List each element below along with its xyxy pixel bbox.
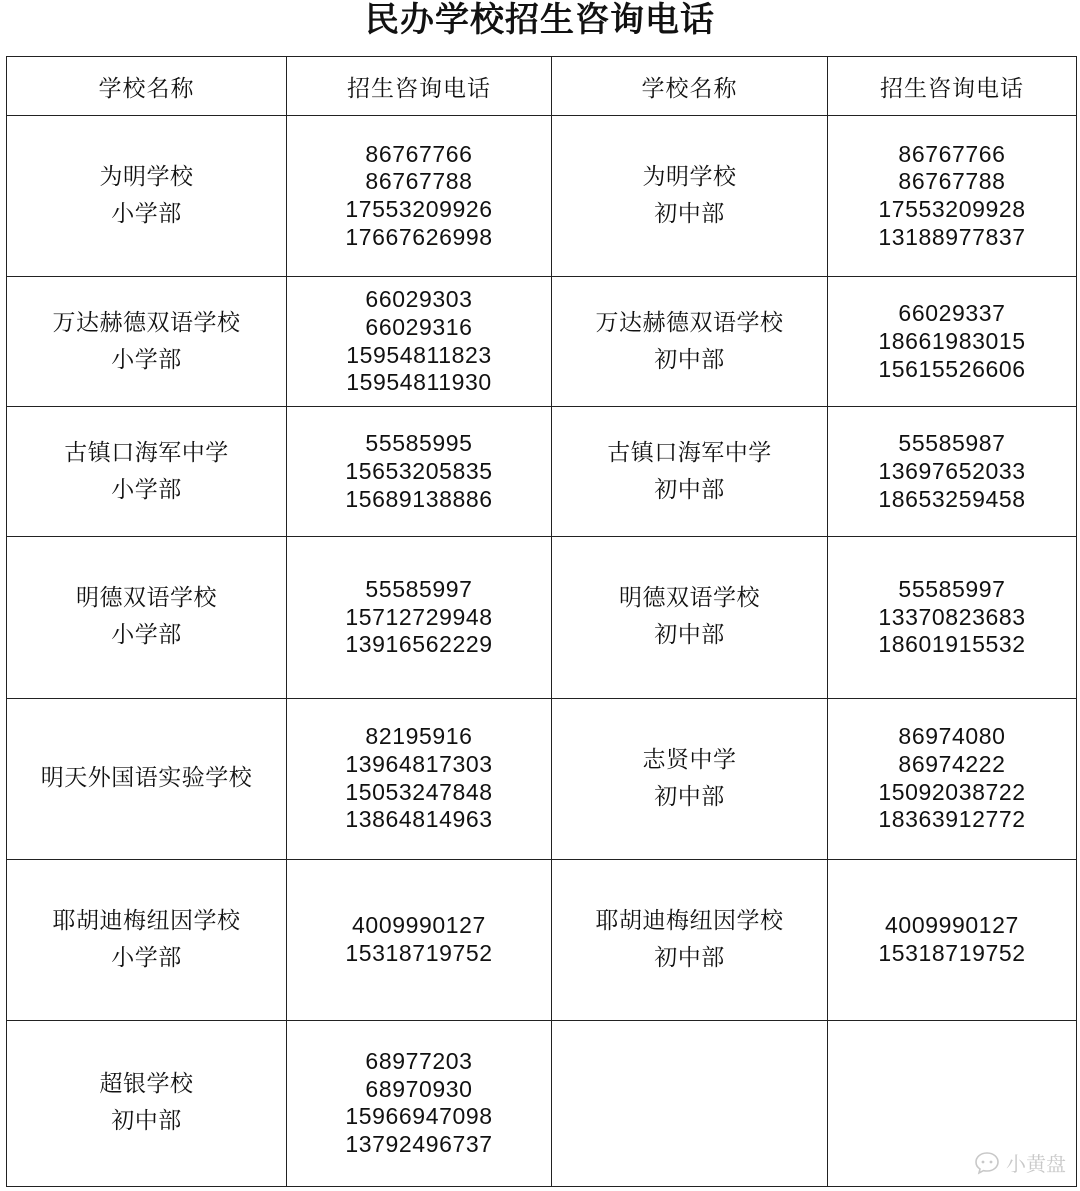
- school-name-cell: [7, 698, 287, 859]
- chat-bubble-icon: [974, 1151, 1000, 1175]
- school-division: 初中部: [654, 201, 725, 228]
- phone-numbers-cell: [287, 859, 552, 1020]
- school-name: 万达赫德双语学校: [595, 309, 784, 336]
- school-name-cell: [7, 537, 287, 698]
- phone-numbers-cell: [828, 277, 1077, 407]
- school-name: 为明学校: [99, 164, 194, 191]
- phone-number: 68977203: [365, 1047, 473, 1074]
- school-name: 明德双语学校: [619, 585, 760, 612]
- school-name: 志贤中学: [642, 746, 737, 773]
- phone-number: 15092038722: [878, 778, 1026, 805]
- watermark-text: 小黄盘: [1006, 1152, 1066, 1176]
- phone-number: 13792496737: [345, 1131, 493, 1158]
- school-name-cell: [7, 859, 287, 1020]
- phone-number: 66029316: [365, 313, 473, 340]
- phone-number: 55585995: [365, 430, 473, 457]
- phone-number: 17553209926: [345, 196, 493, 223]
- phone-number: 86767766: [898, 140, 1006, 167]
- header-school-name-left: 学校名称: [7, 57, 287, 116]
- school-name-cell: [552, 116, 828, 277]
- phone-number: 15653205835: [345, 457, 493, 484]
- phone-number: 13864814963: [345, 806, 493, 833]
- phone-number: 15318719752: [345, 939, 493, 966]
- watermark: [974, 1148, 1066, 1177]
- phone-number: 82195916: [365, 723, 473, 750]
- school-name: 耶胡迪梅纽因学校: [595, 907, 784, 934]
- phone-number: 86767788: [898, 168, 1006, 195]
- phone-numbers-cell: [828, 698, 1077, 859]
- phone-number: 15954811823: [346, 341, 492, 368]
- phone-number: 66029337: [898, 300, 1006, 327]
- school-name-cell: [552, 1020, 828, 1186]
- phone-number: 13697652033: [878, 457, 1026, 484]
- phone-number: 13916562229: [345, 631, 493, 658]
- school-division: 初中部: [654, 944, 725, 971]
- phone-numbers-cell: [287, 698, 552, 859]
- phone-number: 13370823683: [878, 603, 1026, 630]
- phone-number: 15053247848: [345, 778, 493, 805]
- school-name: 超银学校: [99, 1071, 194, 1098]
- phone-numbers-cell: [828, 116, 1077, 277]
- phone-numbers-cell: [828, 537, 1077, 698]
- phone-number: 13964817303: [345, 750, 493, 777]
- header-phone-left: 招生咨询电话: [287, 57, 552, 116]
- phone-number: 68970930: [365, 1075, 473, 1102]
- phone-number: 15318719752: [878, 939, 1026, 966]
- school-name: 古镇口海军中学: [64, 439, 229, 466]
- school-division: 小学部: [111, 346, 182, 373]
- header-phone-right: 招生咨询电话: [828, 57, 1077, 116]
- school-name-cell: [7, 407, 287, 537]
- phone-number: 15712729948: [345, 603, 493, 630]
- table-header-row: [7, 57, 1077, 116]
- school-name-cell: [552, 537, 828, 698]
- phone-number: 66029303: [365, 286, 473, 313]
- school-name-cell: [552, 859, 828, 1020]
- phone-number: 15954811930: [346, 369, 492, 396]
- phone-number: 86767788: [365, 168, 473, 195]
- phone-number: 17667626998: [345, 223, 493, 250]
- school-division: 初中部: [654, 346, 725, 373]
- school-division: 初中部: [654, 476, 725, 503]
- phone-number: 18601915532: [878, 631, 1026, 658]
- school-name-cell: [7, 277, 287, 407]
- school-name: 古镇口海军中学: [607, 439, 772, 466]
- phone-numbers-cell: [287, 407, 552, 537]
- phone-number: 55585987: [898, 430, 1006, 457]
- school-name: 明天外国语实验学校: [40, 765, 253, 792]
- phone-number: 15615526606: [878, 355, 1026, 382]
- table-row: [7, 859, 1077, 1020]
- school-name-cell: [7, 1020, 287, 1186]
- table-row: [7, 277, 1077, 407]
- phone-number: 13188977837: [878, 223, 1026, 250]
- phone-numbers-cell: [287, 1020, 552, 1186]
- school-division: 初中部: [654, 622, 725, 649]
- school-division: 小学部: [111, 622, 182, 649]
- school-name-cell: [7, 116, 287, 277]
- school-division: 初中部: [111, 1108, 182, 1135]
- phone-table: [6, 56, 1077, 1187]
- phone-number: 4009990127: [352, 912, 486, 938]
- school-division: 初中部: [654, 783, 725, 810]
- school-name-cell: [552, 698, 828, 859]
- school-division: 小学部: [111, 476, 182, 503]
- school-name-cell: [552, 407, 828, 537]
- phone-numbers-cell: [287, 116, 552, 277]
- phone-number: 15689138886: [345, 485, 493, 512]
- table-row: [7, 407, 1077, 537]
- school-division: 小学部: [111, 201, 182, 228]
- phone-numbers-cell: [828, 859, 1077, 1020]
- phone-number: 18363912772: [878, 806, 1026, 833]
- phone-number: 86767766: [365, 140, 473, 167]
- page-title: 民办学校招生咨询电话: [365, 0, 715, 40]
- phone-numbers-cell: [287, 537, 552, 698]
- school-name: 耶胡迪梅纽因学校: [52, 907, 241, 934]
- header-school-name-right: 学校名称: [552, 57, 828, 116]
- school-division: 小学部: [111, 944, 182, 971]
- phone-number: 4009990127: [885, 912, 1019, 938]
- phone-number: 86974080: [898, 723, 1006, 750]
- school-name: 为明学校: [642, 164, 737, 191]
- phone-number: 18661983015: [878, 327, 1026, 354]
- table-row: [7, 698, 1077, 859]
- phone-number: 55585997: [365, 575, 473, 602]
- school-name-cell: [552, 277, 828, 407]
- table-row: [7, 1020, 1077, 1186]
- school-name: 明德双语学校: [76, 585, 217, 612]
- phone-number: 15966947098: [345, 1103, 493, 1130]
- phone-number: 86974222: [898, 750, 1006, 777]
- phone-number: 18653259458: [878, 485, 1026, 512]
- phone-number: 55585997: [898, 575, 1006, 602]
- school-name: 万达赫德双语学校: [52, 309, 241, 336]
- phone-numbers-cell: [828, 407, 1077, 537]
- table-row: [7, 116, 1077, 277]
- table-row: [7, 537, 1077, 698]
- phone-number: 17553209928: [878, 196, 1026, 223]
- phone-numbers-cell: [287, 277, 552, 407]
